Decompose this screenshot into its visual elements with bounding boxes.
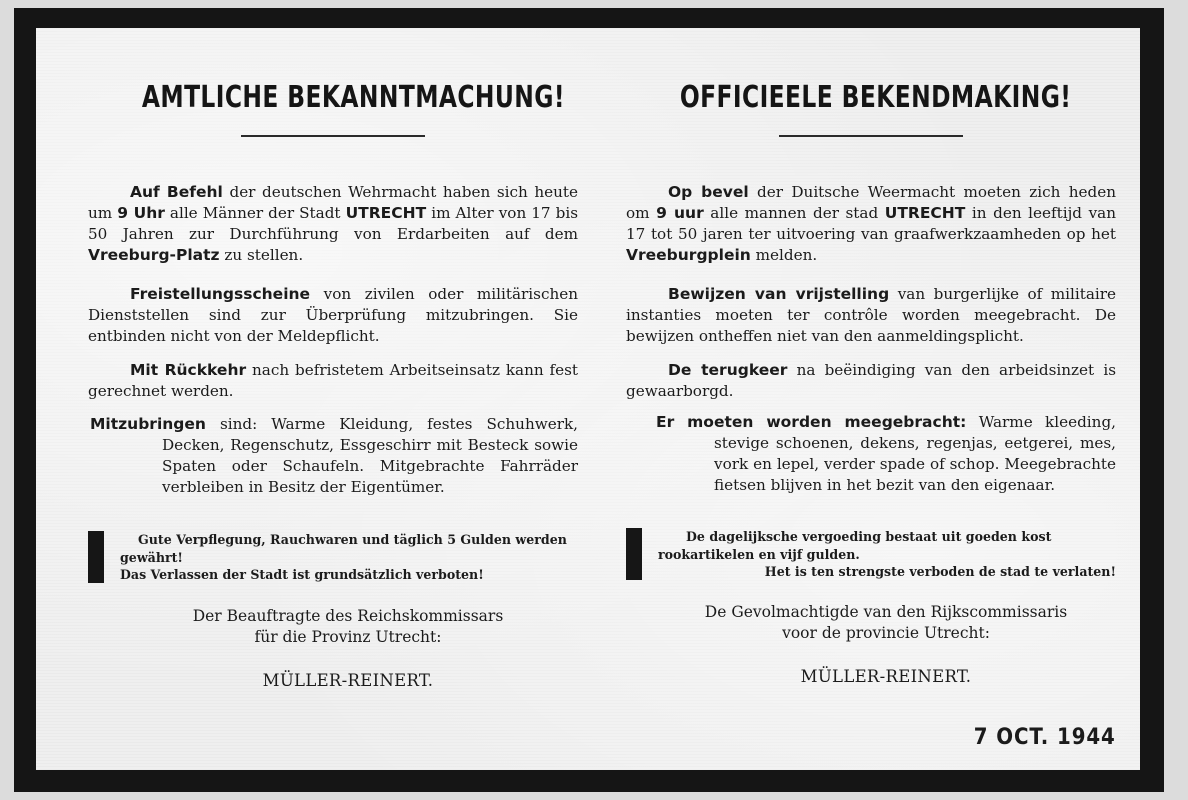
- german-p1-bold-4: Vreeburg-Platz: [88, 246, 220, 264]
- german-p1-text-4: zu stellen.: [219, 246, 304, 264]
- dutch-paragraph-3: [626, 360, 1116, 402]
- dutch-paragraph-1: [626, 182, 1116, 266]
- poster-date: 7 OCT. 1944: [974, 725, 1116, 750]
- german-p1-bold-2: 9 Uhr: [117, 204, 165, 222]
- german-notice-line-1: Gute Verpflegung, Rauchwaren und täglich 5 Gulden werden gewährt!: [120, 532, 567, 565]
- dutch-signature-name: MÜLLER-REINERT.: [800, 667, 972, 686]
- dutch-signature-line-1: De Gevolmachtigde van den Rijkscommissaris: [704, 603, 1068, 621]
- dutch-paragraph-4: [626, 412, 1116, 496]
- dutch-p1-bold-3: UTRECHT: [884, 204, 966, 222]
- german-title: AMTLICHE BEKANNTMACHUNG!: [141, 80, 565, 115]
- dutch-p3-text: na beëindiging van den arbeidsinzet is gewaarborgd.: [626, 361, 1116, 400]
- german-p2-text: von zivilen oder militärischen Dienststellen sind zur Überprüfung mitzubringen. Sie entbinden nicht von der Meldepflicht.: [88, 285, 578, 345]
- german-p2-bold: Freistellungsscheine: [130, 285, 311, 303]
- german-notice-text: [120, 531, 578, 584]
- dutch-p1-bold-2: 9 uur: [656, 204, 704, 222]
- german-p1-bold-3: UTRECHT: [345, 204, 427, 222]
- german-p4-text: sind: Warme Kleidung, festes Schuhwerk, Decken, Regenschutz, Essgeschirr mit Besteck sowie Spaten oder Schaufeln. Mitgebrachte Fahrräder verbleiben in Besitz der Eigentümer.: [162, 415, 578, 496]
- dutch-notice: [626, 528, 1116, 588]
- poster-paper: [36, 28, 1140, 770]
- dutch-column: [626, 28, 1116, 770]
- dutch-title: OFFICIEELE BEKENDMAKING!: [679, 80, 1072, 115]
- german-p3-bold: Mit Rückkehr: [130, 361, 247, 379]
- dutch-notice-bar: [626, 528, 642, 580]
- dutch-p2-text: van burgerlijke of militaire instanties moeten ter contrôle worden meegebracht. De bewijzen ontheffen niet van den aanmeldingsplicht.: [626, 285, 1116, 345]
- dutch-signature-line-2: voor de provincie Utrecht:: [782, 624, 990, 642]
- german-p1-text-1: der deutschen Wehrmacht haben sich heute um: [88, 183, 578, 222]
- german-p4-bold: Mitzubringen: [90, 415, 206, 433]
- dutch-notice-line-2: Het is ten strengste verboden de stad te verlaten!: [764, 564, 1116, 579]
- german-p3-text: nach befristetem Arbeitseinsatz kann fest gerechnet werden.: [88, 361, 579, 400]
- german-signature-line-1: Der Beauftragte des Reichskommissars: [192, 607, 504, 625]
- dutch-p1-text-1: der Duitsche Weermacht moeten zich heden om: [626, 183, 1116, 222]
- german-signature: [118, 606, 578, 691]
- dutch-title-rule: [779, 135, 963, 137]
- dutch-p1-text-2: alle mannen der stad: [703, 204, 885, 222]
- german-paragraph-2: [88, 284, 578, 347]
- dutch-p1-bold-1: Op bevel: [668, 183, 749, 201]
- german-notice: [88, 531, 578, 591]
- german-title-rule: [241, 135, 425, 137]
- german-paragraph-1: [88, 182, 578, 266]
- german-paragraph-3: [88, 360, 578, 402]
- dutch-p4-text: Warme kleeding, stevige schoenen, dekens, regenjas, eetgerei, mes, vork en lepel, verder spade of schop. Meegebrachte fietsen blijven in het bezit van den eigenaar.: [714, 413, 1116, 494]
- german-p1-text-2: alle Männer der Stadt: [164, 204, 346, 222]
- dutch-paragraph-2: [626, 284, 1116, 347]
- german-signature-name: MÜLLER-REINERT.: [262, 671, 434, 690]
- dutch-notice-text: [658, 528, 1116, 581]
- german-signature-line-2: für die Provinz Utrecht:: [254, 628, 442, 646]
- german-notice-line-2: Das Verlassen der Stadt ist grundsätzlich verboten!: [120, 567, 484, 582]
- german-p1-bold-1: Auf Befehl: [130, 183, 223, 201]
- poster-frame: [14, 8, 1164, 792]
- dutch-p4-bold: Er moeten worden meegebracht:: [656, 413, 967, 431]
- german-notice-bar: [88, 531, 104, 583]
- dutch-p2-bold: Bewijzen van vrijstelling: [668, 285, 890, 303]
- dutch-notice-line-1: De dagelijksche vergoeding bestaat uit goeden kost rookartikelen en vijf gulden.: [658, 529, 1052, 562]
- dutch-p3-bold: De terugkeer: [668, 361, 788, 379]
- dutch-p1-text-4: melden.: [750, 246, 818, 264]
- dutch-p1-bold-4: Vreeburgplein: [626, 246, 751, 264]
- german-column: [88, 28, 578, 770]
- german-p1-text-3: im Alter von 17 bis 50 Jahren zur Durchführung von Erdarbeiten auf dem: [88, 204, 578, 243]
- german-paragraph-4: [88, 414, 578, 498]
- dutch-signature: [656, 602, 1116, 687]
- dutch-p1-text-3: in den leeftijd van 17 tot 50 jaren ter uitvoering van graafwerkzaamheden op het: [626, 204, 1116, 243]
